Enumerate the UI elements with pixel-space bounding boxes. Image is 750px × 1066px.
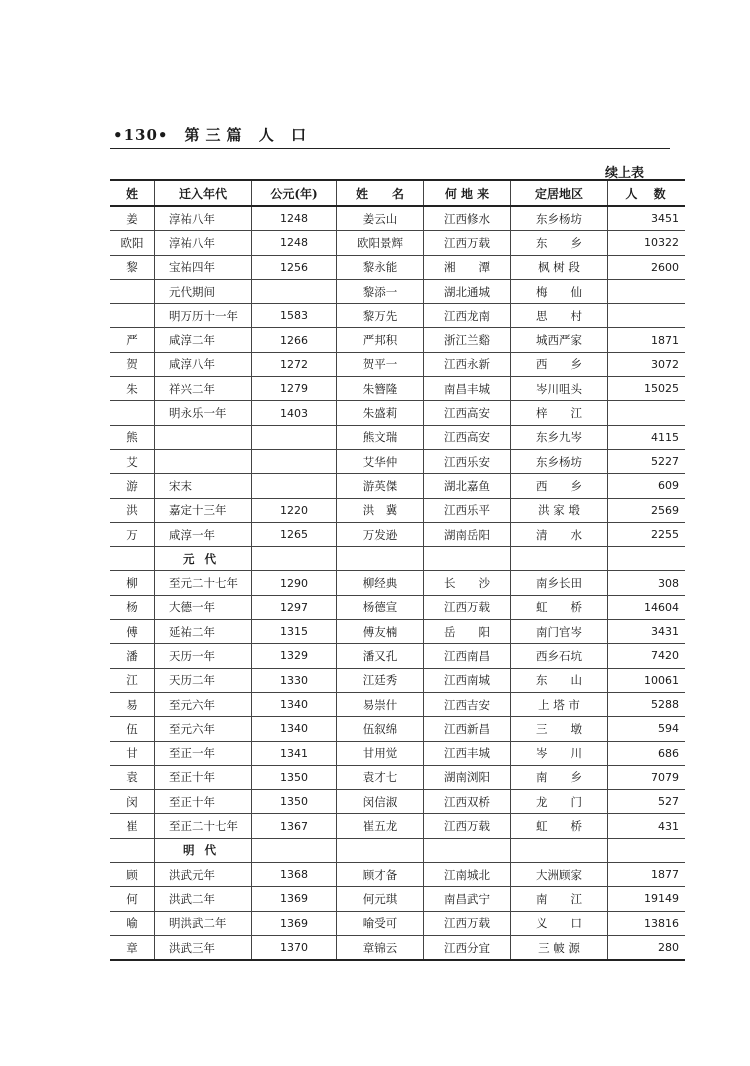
cell-origin: 湖南岳阳 xyxy=(424,522,511,546)
table-row xyxy=(110,790,685,814)
cell-origin: 岳 阳 xyxy=(424,620,511,644)
cell-name: 章锦云 xyxy=(337,935,424,960)
cell-settlement: 东 山 xyxy=(511,668,608,692)
cell-origin: 长 沙 xyxy=(424,571,511,595)
cell-population: 1871 xyxy=(608,328,686,352)
cell-era: 至正十年 xyxy=(155,765,252,789)
table-row xyxy=(110,377,685,401)
col-header-era: 迁入年代 xyxy=(155,180,252,206)
cell-name: 袁才七 xyxy=(337,765,424,789)
cell-population: 10061 xyxy=(608,668,686,692)
cell-origin: 江西双桥 xyxy=(424,790,511,814)
cell-year: 1340 xyxy=(252,692,337,716)
cell-era: 延祐二年 xyxy=(155,620,252,644)
table-row xyxy=(110,814,685,838)
col-header-origin: 何 地 来 xyxy=(424,180,511,206)
table-row xyxy=(110,425,685,449)
cell-origin: 江西吉安 xyxy=(424,692,511,716)
cell-settlement xyxy=(511,838,608,862)
cell-surname: 熊 xyxy=(110,425,155,449)
cell-population: 7079 xyxy=(608,765,686,789)
cell-year xyxy=(252,279,337,303)
table-row xyxy=(110,741,685,765)
cell-origin: 湘 潭 xyxy=(424,255,511,279)
table-row xyxy=(110,765,685,789)
cell-settlement: 西乡石坑 xyxy=(511,644,608,668)
table-row xyxy=(110,717,685,741)
cell-year: 1341 xyxy=(252,741,337,765)
cell-population xyxy=(608,547,686,571)
table-header xyxy=(110,180,685,206)
cell-year: 1248 xyxy=(252,206,337,231)
cell-settlement: 西 乡 xyxy=(511,352,608,376)
cell-surname: 严 xyxy=(110,328,155,352)
cell-era xyxy=(155,449,252,473)
table-body xyxy=(110,206,685,960)
cell-origin: 江西龙南 xyxy=(424,304,511,328)
cell-name: 伍叙绵 xyxy=(337,717,424,741)
cell-surname: 甘 xyxy=(110,741,155,765)
cell-surname: 柳 xyxy=(110,571,155,595)
cell-era: 元代期间 xyxy=(155,279,252,303)
cell-name xyxy=(337,838,424,862)
cell-settlement: 南乡长田 xyxy=(511,571,608,595)
cell-settlement: 东乡九岑 xyxy=(511,425,608,449)
cell-population xyxy=(608,304,686,328)
cell-settlement: 三 帔 源 xyxy=(511,935,608,960)
cell-settlement: 洪 家 塅 xyxy=(511,498,608,522)
cell-settlement: 三 墩 xyxy=(511,717,608,741)
cell-name: 黎永能 xyxy=(337,255,424,279)
table-row xyxy=(110,474,685,498)
cell-population: 4115 xyxy=(608,425,686,449)
cell-era: 咸淳一年 xyxy=(155,522,252,546)
cell-settlement: 南 乡 xyxy=(511,765,608,789)
cell-era: 至正十年 xyxy=(155,790,252,814)
table-row xyxy=(110,279,685,303)
cell-population: 308 xyxy=(608,571,686,595)
cell-year: 1370 xyxy=(252,935,337,960)
cell-population: 2600 xyxy=(608,255,686,279)
cell-name xyxy=(337,547,424,571)
table-row xyxy=(110,571,685,595)
cell-population: 19149 xyxy=(608,887,686,911)
cell-surname: 崔 xyxy=(110,814,155,838)
cell-surname: 贺 xyxy=(110,352,155,376)
cell-origin: 湖北通城 xyxy=(424,279,511,303)
cell-population xyxy=(608,401,686,425)
cell-era: 天历一年 xyxy=(155,644,252,668)
cell-population xyxy=(608,838,686,862)
migration-table xyxy=(110,179,685,961)
cell-era: 天历二年 xyxy=(155,668,252,692)
cell-population: 2569 xyxy=(608,498,686,522)
cell-population: 7420 xyxy=(608,644,686,668)
table-row xyxy=(110,935,685,960)
cell-year: 1403 xyxy=(252,401,337,425)
cell-settlement: 城西严家 xyxy=(511,328,608,352)
cell-year xyxy=(252,425,337,449)
cell-year xyxy=(252,474,337,498)
cell-settlement: 东乡杨坊 xyxy=(511,449,608,473)
cell-origin: 江西万载 xyxy=(424,911,511,935)
table-row xyxy=(110,328,685,352)
cell-origin: 江南城北 xyxy=(424,863,511,887)
cell-surname: 傅 xyxy=(110,620,155,644)
table-row xyxy=(110,863,685,887)
cell-surname: 喻 xyxy=(110,911,155,935)
col-header-population: 人 数 xyxy=(608,180,686,206)
cell-origin: 江西万载 xyxy=(424,814,511,838)
cell-surname: 游 xyxy=(110,474,155,498)
cell-year: 1583 xyxy=(252,304,337,328)
table-row xyxy=(110,206,685,231)
table-row xyxy=(110,231,685,255)
cell-year: 1272 xyxy=(252,352,337,376)
cell-settlement: 枫 树 段 xyxy=(511,255,608,279)
cell-name: 艾华仲 xyxy=(337,449,424,473)
cell-name: 贺平一 xyxy=(337,352,424,376)
cell-name: 黎万先 xyxy=(337,304,424,328)
cell-name: 傅友楠 xyxy=(337,620,424,644)
cell-year: 1330 xyxy=(252,668,337,692)
cell-settlement: 思 村 xyxy=(511,304,608,328)
cell-population: 2255 xyxy=(608,522,686,546)
col-header-settlement: 定居地区 xyxy=(511,180,608,206)
cell-era: 宝祐四年 xyxy=(155,255,252,279)
cell-settlement: 大洲顾家 xyxy=(511,863,608,887)
cell-origin: 江西乐安 xyxy=(424,449,511,473)
cell-population: 3451 xyxy=(608,206,686,231)
page-header xyxy=(113,124,312,145)
cell-surname: 朱 xyxy=(110,377,155,401)
cell-origin: 江西南昌 xyxy=(424,644,511,668)
table-row xyxy=(110,449,685,473)
cell-origin: 江西永新 xyxy=(424,352,511,376)
cell-surname: 袁 xyxy=(110,765,155,789)
cell-year xyxy=(252,449,337,473)
cell-era: 至元六年 xyxy=(155,692,252,716)
cell-era: 至元二十七年 xyxy=(155,571,252,595)
cell-year: 1256 xyxy=(252,255,337,279)
cell-name: 游英傑 xyxy=(337,474,424,498)
cell-origin: 江西高安 xyxy=(424,425,511,449)
cell-era: 至正一年 xyxy=(155,741,252,765)
cell-settlement: 东 乡 xyxy=(511,231,608,255)
cell-name: 朱盛莉 xyxy=(337,401,424,425)
cell-settlement: 义 口 xyxy=(511,911,608,935)
table-row xyxy=(110,522,685,546)
cell-year: 1265 xyxy=(252,522,337,546)
cell-origin: 江西高安 xyxy=(424,401,511,425)
table-row xyxy=(110,668,685,692)
cell-population: 527 xyxy=(608,790,686,814)
col-header-year: 公元(年) xyxy=(252,180,337,206)
cell-name: 闵信淑 xyxy=(337,790,424,814)
cell-population: 686 xyxy=(608,741,686,765)
header-rule xyxy=(110,148,670,149)
table-row xyxy=(110,498,685,522)
cell-settlement: 岑川咀头 xyxy=(511,377,608,401)
cell-settlement: 清 水 xyxy=(511,522,608,546)
table-row xyxy=(110,692,685,716)
cell-settlement xyxy=(511,547,608,571)
cell-population: 13816 xyxy=(608,911,686,935)
cell-era: 嘉定十三年 xyxy=(155,498,252,522)
cell-origin: 南昌武宁 xyxy=(424,887,511,911)
cell-year xyxy=(252,838,337,862)
cell-population: 280 xyxy=(608,935,686,960)
cell-year xyxy=(252,547,337,571)
cell-origin xyxy=(424,547,511,571)
cell-era: 洪武二年 xyxy=(155,887,252,911)
cell-name: 姜云山 xyxy=(337,206,424,231)
cell-origin: 浙江兰谿 xyxy=(424,328,511,352)
cell-year: 1279 xyxy=(252,377,337,401)
cell-era: 至元六年 xyxy=(155,717,252,741)
cell-name: 顾才备 xyxy=(337,863,424,887)
cell-population: 609 xyxy=(608,474,686,498)
cell-surname xyxy=(110,279,155,303)
cell-origin: 江西万载 xyxy=(424,595,511,619)
cell-year: 1368 xyxy=(252,863,337,887)
cell-name: 万发逊 xyxy=(337,522,424,546)
cell-origin: 南昌丰城 xyxy=(424,377,511,401)
cell-era: 至正二十七年 xyxy=(155,814,252,838)
cell-name: 甘用觉 xyxy=(337,741,424,765)
cell-year: 1369 xyxy=(252,911,337,935)
cell-surname: 姜 xyxy=(110,206,155,231)
cell-name: 江廷秀 xyxy=(337,668,424,692)
cell-surname xyxy=(110,304,155,328)
cell-name: 欧阳景辉 xyxy=(337,231,424,255)
cell-name: 洪 冀 xyxy=(337,498,424,522)
cell-name: 易崇什 xyxy=(337,692,424,716)
cell-settlement: 梓 江 xyxy=(511,401,608,425)
cell-origin: 湖南浏阳 xyxy=(424,765,511,789)
cell-era: 大德一年 xyxy=(155,595,252,619)
cell-era xyxy=(155,425,252,449)
cell-settlement: 虹 桥 xyxy=(511,814,608,838)
table-row xyxy=(110,352,685,376)
cell-population: 14604 xyxy=(608,595,686,619)
cell-settlement: 梅 仙 xyxy=(511,279,608,303)
cell-surname: 万 xyxy=(110,522,155,546)
col-header-name: 姓 名 xyxy=(337,180,424,206)
group-row xyxy=(110,547,685,571)
cell-name: 熊文瑞 xyxy=(337,425,424,449)
cell-name: 潘又孔 xyxy=(337,644,424,668)
cell-era: 宋末 xyxy=(155,474,252,498)
cell-era: 祥兴二年 xyxy=(155,377,252,401)
cell-era: 咸淳八年 xyxy=(155,352,252,376)
cell-era: 明永乐一年 xyxy=(155,401,252,425)
cell-settlement: 西 乡 xyxy=(511,474,608,498)
cell-era: 洪武三年 xyxy=(155,935,252,960)
cell-year: 1315 xyxy=(252,620,337,644)
cell-settlement: 东乡杨坊 xyxy=(511,206,608,231)
cell-settlement: 龙 门 xyxy=(511,790,608,814)
cell-surname: 江 xyxy=(110,668,155,692)
header-row xyxy=(110,180,685,206)
cell-surname: 潘 xyxy=(110,644,155,668)
cell-name: 朱簪隆 xyxy=(337,377,424,401)
cell-settlement: 南 江 xyxy=(511,887,608,911)
cell-settlement: 岑 川 xyxy=(511,741,608,765)
cell-surname: 洪 xyxy=(110,498,155,522)
cell-name: 杨德宣 xyxy=(337,595,424,619)
cell-surname: 章 xyxy=(110,935,155,960)
cell-year: 1248 xyxy=(252,231,337,255)
cell-population: 10322 xyxy=(608,231,686,255)
cell-era: 淳祐八年 xyxy=(155,231,252,255)
cell-year: 1369 xyxy=(252,887,337,911)
cell-name: 黎添一 xyxy=(337,279,424,303)
cell-era: 明代 xyxy=(155,838,252,862)
cell-name: 严邦积 xyxy=(337,328,424,352)
cell-surname xyxy=(110,838,155,862)
cell-surname: 杨 xyxy=(110,595,155,619)
cell-origin: 江西南城 xyxy=(424,668,511,692)
cell-year: 1297 xyxy=(252,595,337,619)
cell-year: 1290 xyxy=(252,571,337,595)
cell-era: 咸淳二年 xyxy=(155,328,252,352)
cell-surname: 闵 xyxy=(110,790,155,814)
cell-settlement: 虹 桥 xyxy=(511,595,608,619)
cell-origin: 江西修水 xyxy=(424,206,511,231)
continuation-label: 续上表 xyxy=(605,166,645,181)
col-header-surname: 姓 xyxy=(110,180,155,206)
table-row xyxy=(110,644,685,668)
table-row xyxy=(110,595,685,619)
cell-era: 洪武元年 xyxy=(155,863,252,887)
table-row xyxy=(110,620,685,644)
page-number: •130• xyxy=(113,126,169,144)
cell-population: 3072 xyxy=(608,352,686,376)
cell-population: 5227 xyxy=(608,449,686,473)
cell-settlement: 南门官岑 xyxy=(511,620,608,644)
section-title: 第三篇 人 口 xyxy=(184,126,312,144)
cell-population: 594 xyxy=(608,717,686,741)
cell-population: 431 xyxy=(608,814,686,838)
cell-surname: 欧阳 xyxy=(110,231,155,255)
cell-population xyxy=(608,279,686,303)
cell-origin xyxy=(424,838,511,862)
cell-surname: 伍 xyxy=(110,717,155,741)
cell-year: 1350 xyxy=(252,790,337,814)
cell-year: 1350 xyxy=(252,765,337,789)
cell-era: 淳祐八年 xyxy=(155,206,252,231)
cell-surname: 黎 xyxy=(110,255,155,279)
cell-year: 1266 xyxy=(252,328,337,352)
cell-name: 柳经典 xyxy=(337,571,424,595)
table-row xyxy=(110,887,685,911)
cell-year: 1340 xyxy=(252,717,337,741)
cell-surname: 艾 xyxy=(110,449,155,473)
cell-year: 1367 xyxy=(252,814,337,838)
cell-year: 1220 xyxy=(252,498,337,522)
cell-origin: 江西分宜 xyxy=(424,935,511,960)
cell-origin: 江西新昌 xyxy=(424,717,511,741)
cell-surname xyxy=(110,401,155,425)
cell-era: 明万历十一年 xyxy=(155,304,252,328)
table-row xyxy=(110,911,685,935)
table-row xyxy=(110,304,685,328)
group-row xyxy=(110,838,685,862)
cell-surname xyxy=(110,547,155,571)
cell-surname: 何 xyxy=(110,887,155,911)
cell-population: 15025 xyxy=(608,377,686,401)
cell-era: 明洪武二年 xyxy=(155,911,252,935)
cell-surname: 顾 xyxy=(110,863,155,887)
table-row xyxy=(110,255,685,279)
cell-origin: 江西万载 xyxy=(424,231,511,255)
table-row xyxy=(110,401,685,425)
cell-population: 3431 xyxy=(608,620,686,644)
cell-origin: 江西丰城 xyxy=(424,741,511,765)
cell-era: 元代 xyxy=(155,547,252,571)
cell-name: 喻受可 xyxy=(337,911,424,935)
cell-origin: 江西乐平 xyxy=(424,498,511,522)
cell-population: 1877 xyxy=(608,863,686,887)
cell-name: 何元琪 xyxy=(337,887,424,911)
cell-surname: 易 xyxy=(110,692,155,716)
cell-origin: 湖北嘉鱼 xyxy=(424,474,511,498)
cell-year: 1329 xyxy=(252,644,337,668)
cell-name: 崔五龙 xyxy=(337,814,424,838)
cell-population: 5288 xyxy=(608,692,686,716)
cell-settlement: 上 塔 市 xyxy=(511,692,608,716)
